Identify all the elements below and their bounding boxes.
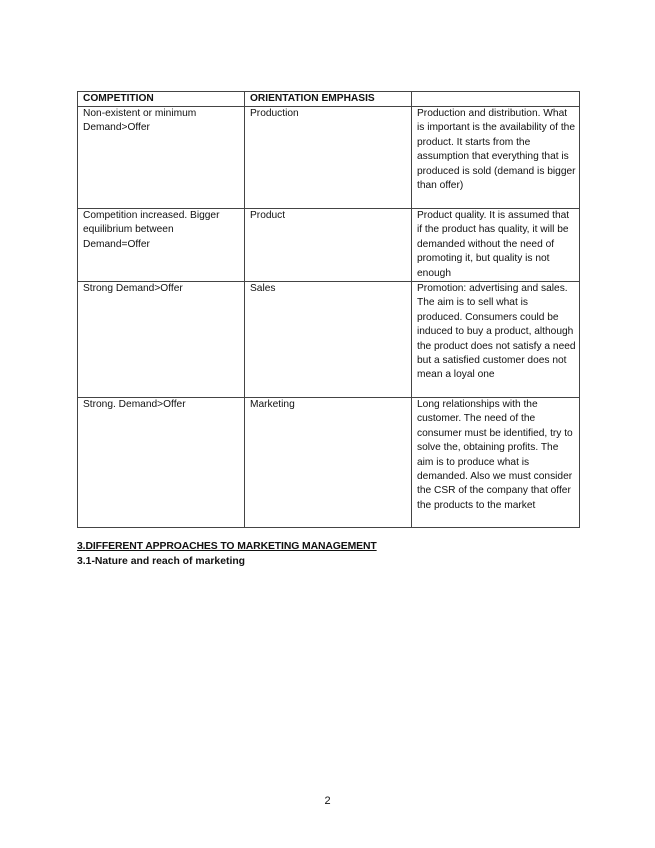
- header-orientation-emphasis: ORIENTATION EMPHASIS: [245, 92, 412, 107]
- cell-competition: Strong. Demand>Offer: [78, 398, 245, 528]
- header-blank: [412, 92, 580, 107]
- cell-competition: Non-existent or minimum Demand>Offer: [78, 107, 245, 209]
- header-competition: COMPETITION: [78, 92, 245, 107]
- table-header-row: [78, 92, 580, 107]
- subsection-heading: 3.1-Nature and reach of marketing: [77, 556, 246, 567]
- cell-emphasis: Promotion: advertising and sales. The aim is to sell what is produced. Consumers could be induced to buy a product, although the product does not satisfy a need but a satisfied customer does not mean a loyal one: [412, 282, 580, 398]
- cell-competition: Competition increased. Bigger equilibrium between Demand=Offer: [78, 209, 245, 282]
- cell-emphasis: Product quality. It is assumed that if the product has quality, it will be demanded without the need of promoting it, but quality is not enough: [412, 209, 580, 282]
- cell-orientation: Sales: [245, 282, 412, 398]
- cell-orientation: Production: [245, 107, 412, 209]
- cell-competition: Strong Demand>Offer: [78, 282, 245, 398]
- table-row: [78, 209, 580, 282]
- section-heading: 3.DIFFERENT APPROACHES TO MARKETING MANAGEMENT: [77, 541, 377, 552]
- table-row: [78, 398, 580, 528]
- table-row: [78, 282, 580, 398]
- cell-emphasis: Production and distribution. What is important is the availability of the product. It starts from the assumption that everything that is produced is sold (demand is bigger than offer): [412, 107, 580, 209]
- orientation-table: [77, 91, 580, 528]
- cell-orientation: Marketing: [245, 398, 412, 528]
- cell-orientation: Product: [245, 209, 412, 282]
- page-number: 2: [324, 795, 331, 807]
- cell-emphasis: Long relationships with the customer. The need of the consumer must be identified, try to solve the, obtaining profits. The aim is to produce what is demanded. Also we must consider the CSR of the company that offer the products to the market: [412, 398, 580, 528]
- table-row: [78, 107, 580, 209]
